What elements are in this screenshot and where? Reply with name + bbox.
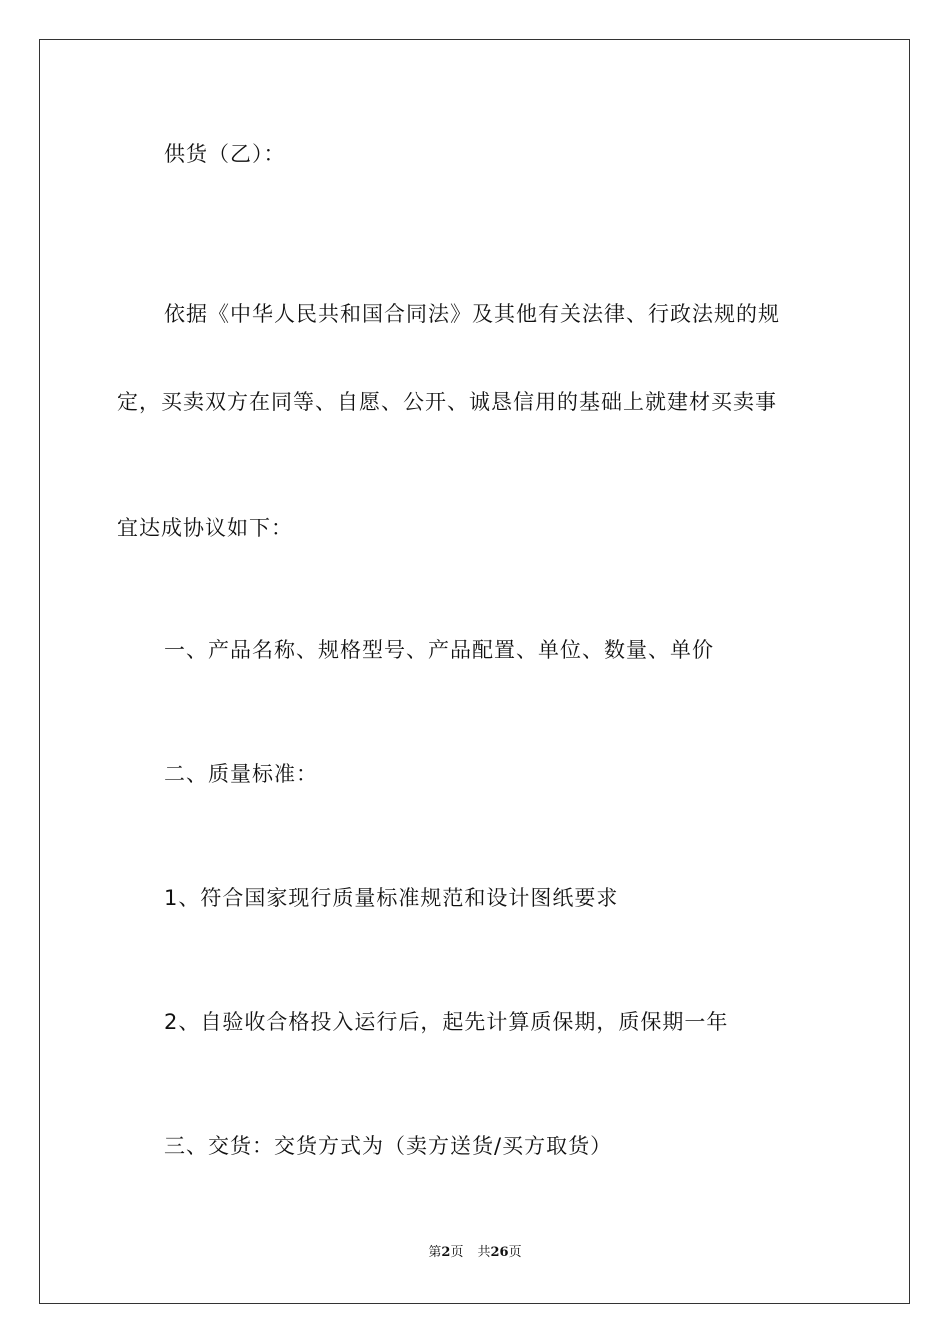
- paragraph-line-2: 定，买卖双方在同等、自愿、公开、诚恳信用的基础上就建材买卖事: [117, 390, 777, 414]
- total-prefix: 共: [477, 1245, 491, 1260]
- page-frame: [39, 39, 910, 1304]
- quality-item-1: 1、符合国家现行质量标准规范和设计图纸要求: [164, 886, 619, 910]
- quality-item-2: 2、自验收合格投入运行后，起先计算质保期，质保期一年: [164, 1010, 729, 1034]
- section-two-heading: 二、质量标准：: [164, 762, 318, 786]
- page-number: 2: [441, 1245, 451, 1260]
- section-one-heading: 一、产品名称、规格型号、产品配置、单位、数量、单价: [164, 638, 714, 662]
- supplier-line: 供货（乙）：: [164, 142, 286, 166]
- page-prefix: 第: [428, 1245, 442, 1260]
- total-pages: 26: [490, 1245, 509, 1260]
- page-footer: [0, 1244, 950, 1262]
- paragraph-line-3: 宜达成协议如下：: [117, 516, 293, 540]
- page-suffix: 页: [450, 1245, 464, 1260]
- total-suffix: 页: [508, 1245, 522, 1260]
- paragraph-line-1: 依据《中华人民共和国合同法》及其他有关法律、行政法规的规: [164, 302, 780, 326]
- section-three-heading: 三、交货：交货方式为（卖方送货/买方取货）: [164, 1134, 613, 1158]
